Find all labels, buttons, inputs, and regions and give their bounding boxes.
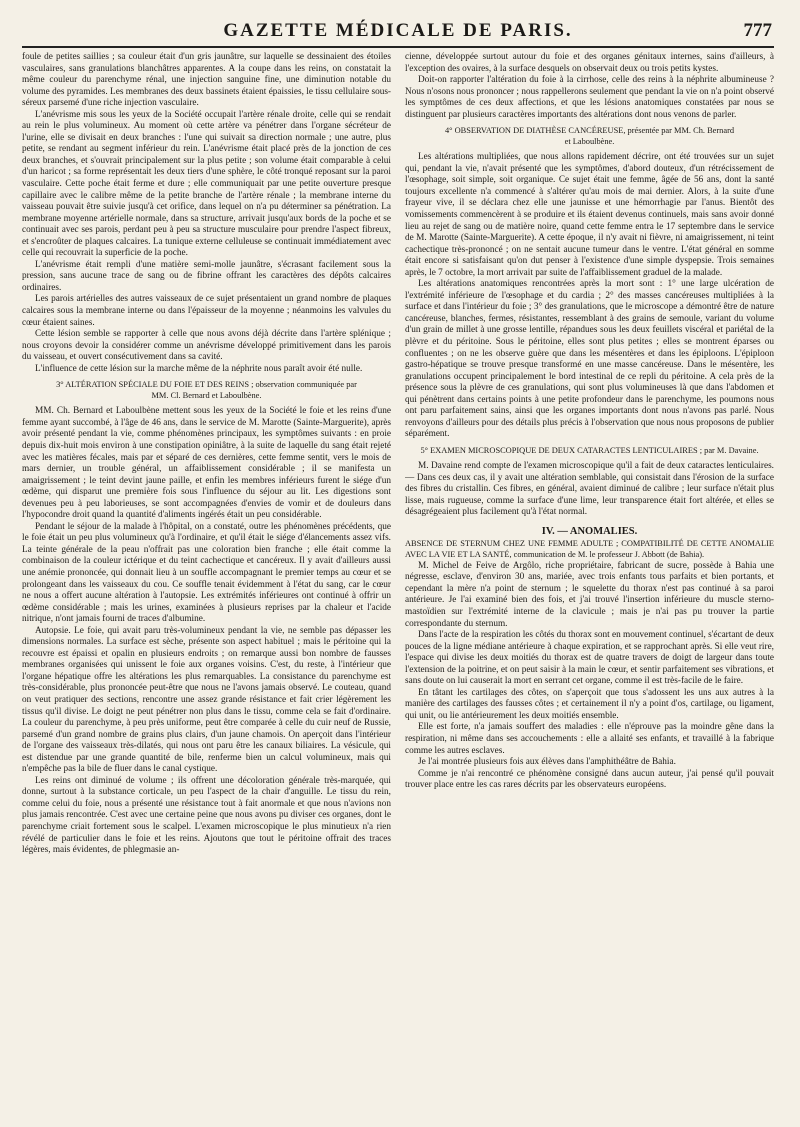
paragraph: M. Davaine rend compte de l'examen microscopique qu'il a fait de deux cataractes lenticulaires. — Dans ces deux cas, il y avait une altération semblable, qui consistait dans l'érosion de la surface des fibres du cristallin. Ces fibres, en général, avaient diminué de calibre ; leur surface n'était plus lisse, mais rugueuse, comme la surface d'une lime, leur transparence était fort altérée, et elles se désagrégeaient plus facilement qu'à l'état normal.: [405, 460, 774, 518]
page-number: 777: [743, 20, 772, 41]
paragraph: L'influence de cette lésion sur la marche même de la néphrite nous paraît avoir été nulle.: [35, 363, 363, 374]
section-subheading: ABSENCE DE STERNUM CHEZ UNE FEMME ADULTE ; COMPATIBILITÉ DE CETTE ANOMALIE AVEC LA VIE ET LA SANTÉ, communication de M. le professeur J. Abbott (de Bahia).: [405, 539, 774, 560]
paragraph: L'anévrisme était rempli d'une matière semi-molle jaunâtre, s'écrasant facilement sous la pression, sans aucune trace de sang ou de fibrine offrant les caractères des dépôts calcaires ordinaires.: [22, 259, 391, 293]
journal-title: GAZETTE MÉDICALE DE PARIS.: [223, 20, 573, 41]
text-columns: [22, 52, 774, 1127]
left-column: [22, 52, 391, 1127]
paragraph: cienne, développée surtout autour du foie et des organes génitaux internes, sains d'ailleurs, à l'exception des ovaires, à la surface desquels on observait deux ou trois petits kystes.: [405, 52, 774, 74]
paragraph: Les reins ont diminué de volume ; ils offrent une décoloration générale très-marquée, qui donne, surtout à la substance corticale, un peu l'aspect de la chair d'anguille. Le tissu du rein, comme celui du foie, nous a présenté une résistance tout à fait anormale et que nous n'avions non plus jamais rencontrée. C'est avec une certaine peine que nous avons pu diviser ces organes, dont le parenchyme criait fortement sous le scalpel. L'examen microscopique le plus minutieux n'a rien révélé de particulier dans le foie et les reins. Ajoutons que tout le péritoine offrait des traces légères, mais évidentes, de phlegmasie an-: [22, 775, 391, 856]
paragraph: En tâtant les cartilages des côtes, on s'aperçoit que tous s'adossent les uns aux autres à la manière des cartilages des fausses côtes ; et certainement il n'y a point d'os, cartilage, ou ligament, qui unit, ou lie antérieurement les deux moitiés ensemble.: [405, 687, 774, 721]
paragraph: Je l'ai montrée plusieurs fois aux élèves dans l'amphithéâtre de Bahia.: [418, 757, 676, 768]
paragraph: MM. Ch. Bernard et Laboulbène mettent sous les yeux de la Société le foie et les reins d'une femme ayant succombé, à l'âge de 46 ans, dans le service de M. Marotte (Sainte-Marguerite), après avoir présenté pendant la vie, comme phénomènes principaux, les symptômes suivants : en proie depuis dix-huit mois environ à une constipation opiniâtre, à la suite de laquelle du sang était rejeté avec les matières fécales, mais par et séparé de ces dernières, cette femme sentit, vers le mois de mars dernier, un trouble général, un affaiblissement considérable ; il se manifesta un amaigrissement ; le teint devint jaune paille, et enfin les membres inférieurs furent le siége d'un œdème, qui disparut une première fois sous l'influence du séjour au lit. Les digestions sont devenues peu à peu laborieuses, se sont accompagnées d'envies de vomir et de douleurs dans l'hypocondre droit quand la quantité d'aliments ingérés était un peu considérable.: [22, 406, 391, 521]
paragraph: M. Michel de Feive de Argôlo, riche propriétaire, fabricant de sucre, possède à Bahia une négresse, esclave, d'environ 30 ans, mariée, avec trois enfants tous parfaits et bien portants, et cependant la mère n'a point de sternum ; le squelette du thorax n'est pas continué à sa paroi antérieure. Je l'ai examiné bien des fois, et j'ai trouvé l'insertion inférieure du muscle sterno-mastoïdien sur l'extrémité interne de la clavicule ; mais je n'ai pas pu trouver la partie correspondante du sternum.: [405, 560, 774, 629]
paragraph: Autopsie. Le foie, qui avait paru très-volumineux pendant la vie, ne semble pas dépasser les dimensions normales. La surface est sèche, présente son aspect habituel ; mais le péritoine qui la recouvre est épaissi et opalin en plusieurs endroits ; on remarque aussi bon nombre de fausses membranes organisées qui unissent le foie aux organes voisins. C'est, du reste, à l'intérieur que l'organe hépatique offre les altérations les plus remarquables. La consistance du parenchyme est très-considérable, plus prononcée peut-être que nous ne l'avons jamais observé. Le couteau, quand on veut pratiquer des sections, rencontre une assez grande résistance et fait crier légèrement les tissus qu'il divise. Le doigt ne peut pénétrer non plus dans le tissu, comme cela se fait d'ordinaire. La couleur du parenchyme, à peu près uniforme, peut être comparée à celle du cuir neuf de Russie, parsemé d'un grand nombre de grains plus clairs, d'un jaune chamois. On aperçoit dans l'intérieur de l'organe des vaisseaux très-dilatés, qui nous ont paru être les canaux biliaires. La vésicule, qui est distendue par une grande quantité de bile, renferme bien un calcul volumineux, mais qui n'empêche pas la bile de fluer dans le canal cystique.: [22, 625, 391, 775]
paragraph: foule de petites saillies ; sa couleur était d'un gris jaunâtre, sur laquelle se dessinaient des étoiles vasculaires, sans granulations blanchâtres apparentes. A la coupe dans les reins, on constatait la même couleur du parenchyme rénal, une injection sanguine fine, une diminution notable du volume des pyramides. Les membranes des deux bassinets étaient épaissies, le tissu cellulaire sous-séreux parsemé d'une riche injection vasculaire.: [22, 52, 391, 109]
section-authors: et Laboulbène.: [564, 137, 615, 147]
paragraph: Dans l'acte de la respiration les côtés du thorax sont en mouvement continuel, s'écartant de deux pouces de la ligne médiane antérieure à chaque expiration, et se rapprochant après. Si elle veut rire, l'espace qui divise les deux moitiés du thorax est de quatre travers de doigt de largeur dans toute l'extension de la poitrine, et on peut saisir à la main le cœur, et sentir parfaitement ses vibrations, et sans doute on lui causerait la mort en serrant cet organe, comme il est très-facile de le faire.: [405, 630, 774, 687]
paragraph: Comme je n'ai rencontré ce phénomène consigné dans aucun auteur, j'ai pensé qu'il pouvait trouver place entre les cas rares décrits par les observateurs européens.: [405, 768, 774, 791]
paragraph: Doit-on rapporter l'altération du foie à la cirrhose, celle des reins à la néphrite albumineuse ? Nous n'osons nous prononcer ; nous rappellerons seulement que pendant la vie on n'a point observé les symptômes de ces deux affections, et que les lésions anatomiques constatées par nous se distinguent par plusieurs caractères importants des altérations dont nous venons de parler.: [405, 75, 774, 120]
paragraph: L'anévrisme mis sous les yeux de la Société occupait l'artère rénale droite, celle qui se rendait au rein le plus volumineux. Au moment où cette artère va pénétrer dans l'organe sécréteur de l'urine, elle se divisait en deux branches : l'une qui suivait sa direction normale ; une autre, plus petite, se rendant au segment inférieur du rein. L'anévrisme était placé près de la jonction de ces deux branches, et s'ouvrait principalement sur la plus petite ; son volume était comparable à celui d'un haricot ; sa forme représentait les deux tiers d'une sphère, le côté tronqué reposant sur la paroi vasculaire. Cette poche était ferme et dure ; elle communiquait par une petite ouverture presque capillaire avec le calibre même de la petite branche de l'artère rénale ; la membrane interne du vaisseau pouvait être suivie jusqu'à cet orifice, dans lequel on n'a pu déterminer sa pénétration. La membrane moyenne artérielle normale, dans sa structure, arrivait jusqu'aux bords de la poche et se continuait avec ses parois, perdant peu à peu sa structure musculaire pour prendre l'aspect fibreux, et s'encroûter de plaques calcaires. La tunique externe celluleuse se continuait immédiatement avec celle qui recouvrait la superficie de la poche.: [22, 109, 391, 259]
section-main-heading: IV. — ANOMALIES.: [541, 525, 638, 537]
section-title: 3° ALTÉRATION SPÉCIALE DU FOIE ET DES REINS ; observation communiquée par: [56, 380, 357, 390]
paragraph: Les altérations anatomiques rencontrées après la mort sont : 1° une large ulcération de l'extrémité inférieure de l'œsophage et du cardia ; 2° des masses cancéreuses multipliées à la surface et dans l'intérieur du foie ; 3° des granulations, que le microscope a démontré être de nature cancéreuse, blanches, fermes, résistantes, ressemblant à des grains de semoule, variant du volume d'un grain de millet à une grosse lentille, répandues sous les deux feuillets viscéral et pariétal de la plèvre et du péritoine. Sous le péritoine, elles sont plus petites ; elles se montrent éparses ou confluentes ; on ne les observe guère que dans les mésentères et dans les épiploons. L'épiploon gastro-hépatique se trouve presque transformé en une masse cancéreuse. Dans le mésentère, les granulations occupent principalement le bord intestinal de ce repli du péritoine. A cela près de la présence sous la plèvre de ces granulations, qui sont plus volumineuses là que dans l'abdomen et qui pénètrent dans certains points à une petite profondeur dans le parenchyme, les poumons nous ont paru parfaitement sains, ainsi que les organes importants dont nous n'avons pas parlé. Nous renvoyons d'ailleurs pour des détails plus précis à l'observation que nous nous proposons de publier séparément.: [405, 279, 774, 440]
paragraph: Les parois artérielles des autres vaisseaux de ce sujet présentaient un grand nombre de plaques calcaires sous la membrane interne ou dans l'épaisseur de la moyenne ; néanmoins les valvules du cœur étaient saines.: [22, 294, 391, 328]
paragraph: Cette lésion semble se rapporter à celle que nous avons déjà décrite dans l'artère splénique ; nous croyons devoir la considérer comme un anévrisme développé primitivement dans les parois du vaisseau, et ouvert consécutivement dans sa cavité.: [22, 329, 391, 363]
right-column: [405, 52, 774, 1127]
paragraph: Les altérations multipliées, que nous allons rapidement décrire, ont été trouvées sur un sujet qui, pendant la vie, n'avait présenté que les symptômes, d'abord douteux, d'un rétrécissement de l'œsophage, soit simple, soit organique. Ce sujet était une femme, âgée de 56 ans, dont la santé toujours excellente n'a commencé à s'altérer qu'au mois de mai dernier. Alors, à la suite d'une frayeur vive, il se déclara chez elle une jaunisse et une hémorrhagie par l'anus. Bientôt des vomissements commencèrent à se produire et ils étaient devenus continuels, mais sans avoir donné lieu au rejet de sang ou de matière noire, quand cette femme entra le 17 septembre dans le service de M. Marotte (Sainte-Marguerite). A cette époque, il n'y avait ni fièvre, ni amaigrissement, ni teint cachectique très-prononcé ; on ne sentait aucune tumeur dans le ventre. L'état général en somme était encore si satisfaisant qu'on dut penser à l'existence d'une simple dyspepsie. Trois semaines après, le 7 octobre, la mort arrivait par suite de l'affaiblissement graduel de la malade.: [405, 152, 774, 278]
section-heading: [405, 125, 774, 147]
paragraph: Elle est forte, n'a jamais souffert des maladies : elle n'éprouve pas la moindre gêne dans la respiration, ni même dans ses accouchements : elle a allaité ses enfants, et travaillé à la fabrique comme les autres esclaves.: [405, 722, 774, 756]
section-authors: MM. Cl. Bernard et Laboulbène.: [151, 391, 262, 401]
section-heading: 5° EXAMEN MICROSCOPIQUE DE DEUX CATARACTES LENTICULAIRES ; par M. Davaine.: [420, 445, 759, 455]
page-header: [22, 18, 774, 48]
section-heading: [22, 379, 391, 401]
paragraph: Pendant le séjour de la malade à l'hôpital, on a constaté, outre les phénomènes précédents, que le foie était un peu plus volumineux qu'à l'ordinaire, et qu'il était le siége d'élancements assez vifs. La teinte générale de la peau n'offrait pas une coloration bien franche ; elle était comme la combinaison de la couleur ictérique et du teint cachectique et cancéreux. Il y avait d'ailleurs aussi une anémie prononcée, qui donnait lieu à un souffle accompagnant le premier temps au cœur et se prolongeant dans les vaisseaux du cou. Ce souffle tenait évidemment à l'état du sang, car le cœur ne nous a offert aucune altération à l'autopsie. Les extrémités inférieures ont continué à offrir un œdème considérable ; mais les urines, examinées à plusieurs reprises par la chaleur et l'acide nitrique, n'ont jamais fourni de traces d'albumine.: [22, 521, 391, 625]
section-title: 4° OBSERVATION DE DIATHÈSE CANCÉREUSE, présentée par MM. Ch. Bernard: [444, 126, 735, 136]
